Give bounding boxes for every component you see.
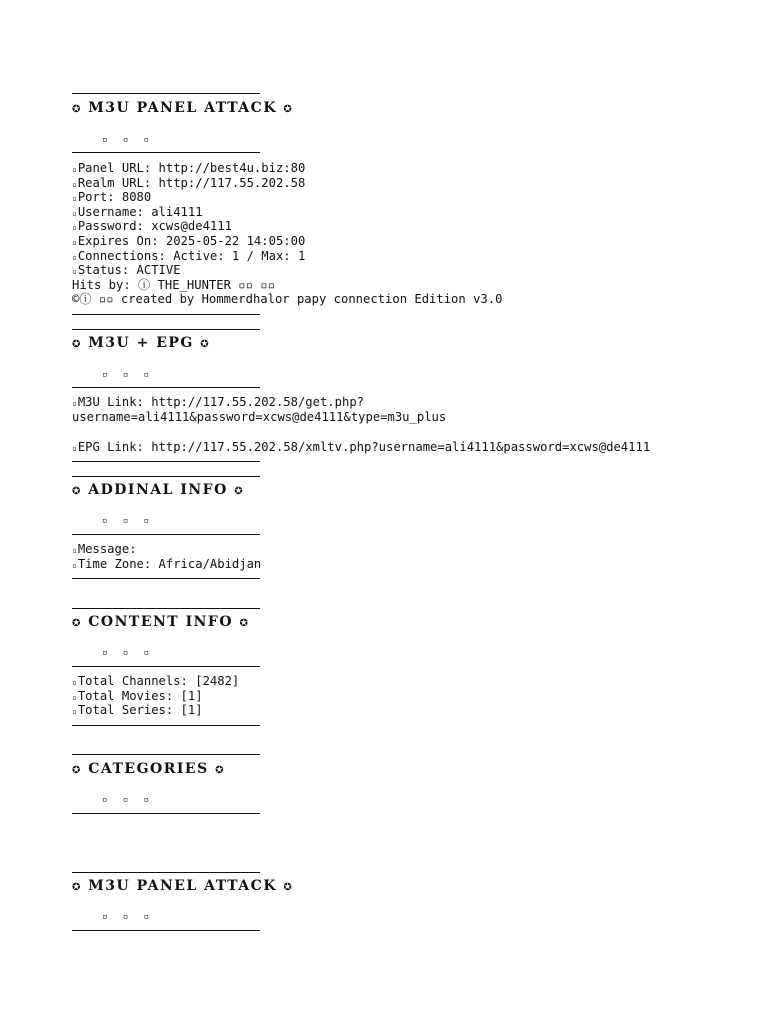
timezone-line: ▫Time Zone: Africa/Abidjan — [72, 556, 262, 571]
divider — [72, 813, 260, 814]
status-line: ▫Status: ACTIVE — [72, 263, 181, 278]
section-heading-addinal-info — [72, 482, 244, 498]
message-line: ▫Message: — [72, 542, 137, 556]
box-ornament: ▫ ▫ ▫ — [102, 370, 155, 380]
realm-url-line: ▫Realm URL: http://117.55.202.58 — [72, 175, 306, 190]
star-icon: ✪ — [72, 618, 82, 629]
divider — [72, 666, 260, 667]
username-line: ▫Username: ali4111 — [72, 204, 203, 219]
divider — [72, 387, 260, 388]
section-title: M3U PANEL ATTACK — [88, 100, 277, 116]
section-title: CATEGORIES — [88, 761, 209, 777]
star-icon: ✪ — [239, 618, 250, 629]
star-icon: ✪ — [72, 882, 82, 893]
divider — [72, 329, 260, 330]
section-title: CONTENT INFO — [88, 614, 234, 630]
divider — [72, 314, 260, 315]
section-heading-panel-attack — [72, 100, 293, 116]
m3u-link-line: ▫M3U Link: http://117.55.202.58/get.php? — [72, 395, 364, 409]
hits-by-line: Hits by: ⓘ THE_HUNTER ▫▫ ▫▫ — [72, 277, 275, 292]
total-series-line: ▫Total Series: [1] — [72, 703, 203, 718]
divider — [72, 608, 260, 609]
expires-line: ▫Expires On: 2025-05-22 14:05:00 — [72, 234, 306, 248]
total-channels-line: ▫Total Channels: [2482] — [72, 674, 240, 688]
epg-link-line: ▫EPG Link: http://117.55.202.58/xmltv.php?username=ali4111&password=xcws@de4111 — [72, 439, 651, 454]
box-ornament: ▫ ▫ ▫ — [102, 135, 155, 145]
box-ornament: ▫ ▫ ▫ — [102, 912, 155, 922]
section-title: ADDINAL INFO — [88, 482, 228, 498]
section-heading-content-info — [72, 614, 249, 630]
password-line: ▫Password: xcws@de4111 — [72, 219, 232, 234]
divider — [72, 754, 260, 755]
divider — [72, 476, 260, 477]
section-title: M3U PANEL ATTACK — [88, 878, 277, 894]
star-icon: ✪ — [72, 765, 82, 776]
port-line: ▫Port: 8080 — [72, 190, 152, 205]
divider — [72, 461, 260, 462]
star-icon: ✪ — [283, 882, 294, 893]
star-icon: ✪ — [283, 104, 294, 115]
star-icon: ✪ — [72, 339, 82, 350]
created-by-line: ©ⓘ ▫▫ created by Hommerdhalor papy connection Edition v3.0 — [72, 292, 503, 307]
section-heading-categories — [72, 761, 225, 777]
total-movies-line: ▫Total Movies: [1] — [72, 688, 203, 703]
star-icon: ✪ — [215, 765, 225, 776]
box-ornament: ▫ ▫ ▫ — [102, 795, 155, 805]
divider — [72, 930, 260, 931]
section-heading-m3u-epg — [72, 335, 210, 351]
divider — [72, 872, 260, 873]
panel-url-line: ▫Panel URL: http://best4u.biz:80 — [72, 161, 306, 175]
divider — [72, 93, 260, 94]
divider — [72, 578, 260, 579]
connections-line: ▫Connections: Active: 1 / Max: 1 — [72, 248, 306, 263]
section-title: M3U + EPG — [88, 335, 194, 351]
m3u-link-line-continued: username=ali4111&password=xcws@de4111&type=m3u_plus — [72, 409, 447, 424]
section-heading-panel-attack-2 — [72, 878, 293, 894]
box-ornament: ▫ ▫ ▫ — [102, 648, 155, 658]
box-ornament: ▫ ▫ ▫ — [102, 516, 155, 526]
star-icon: ✪ — [72, 104, 82, 115]
divider — [72, 152, 260, 153]
star-icon: ✪ — [200, 339, 211, 350]
star-icon: ✪ — [72, 486, 82, 497]
divider — [72, 534, 260, 535]
star-icon: ✪ — [234, 486, 245, 497]
divider — [72, 725, 260, 726]
